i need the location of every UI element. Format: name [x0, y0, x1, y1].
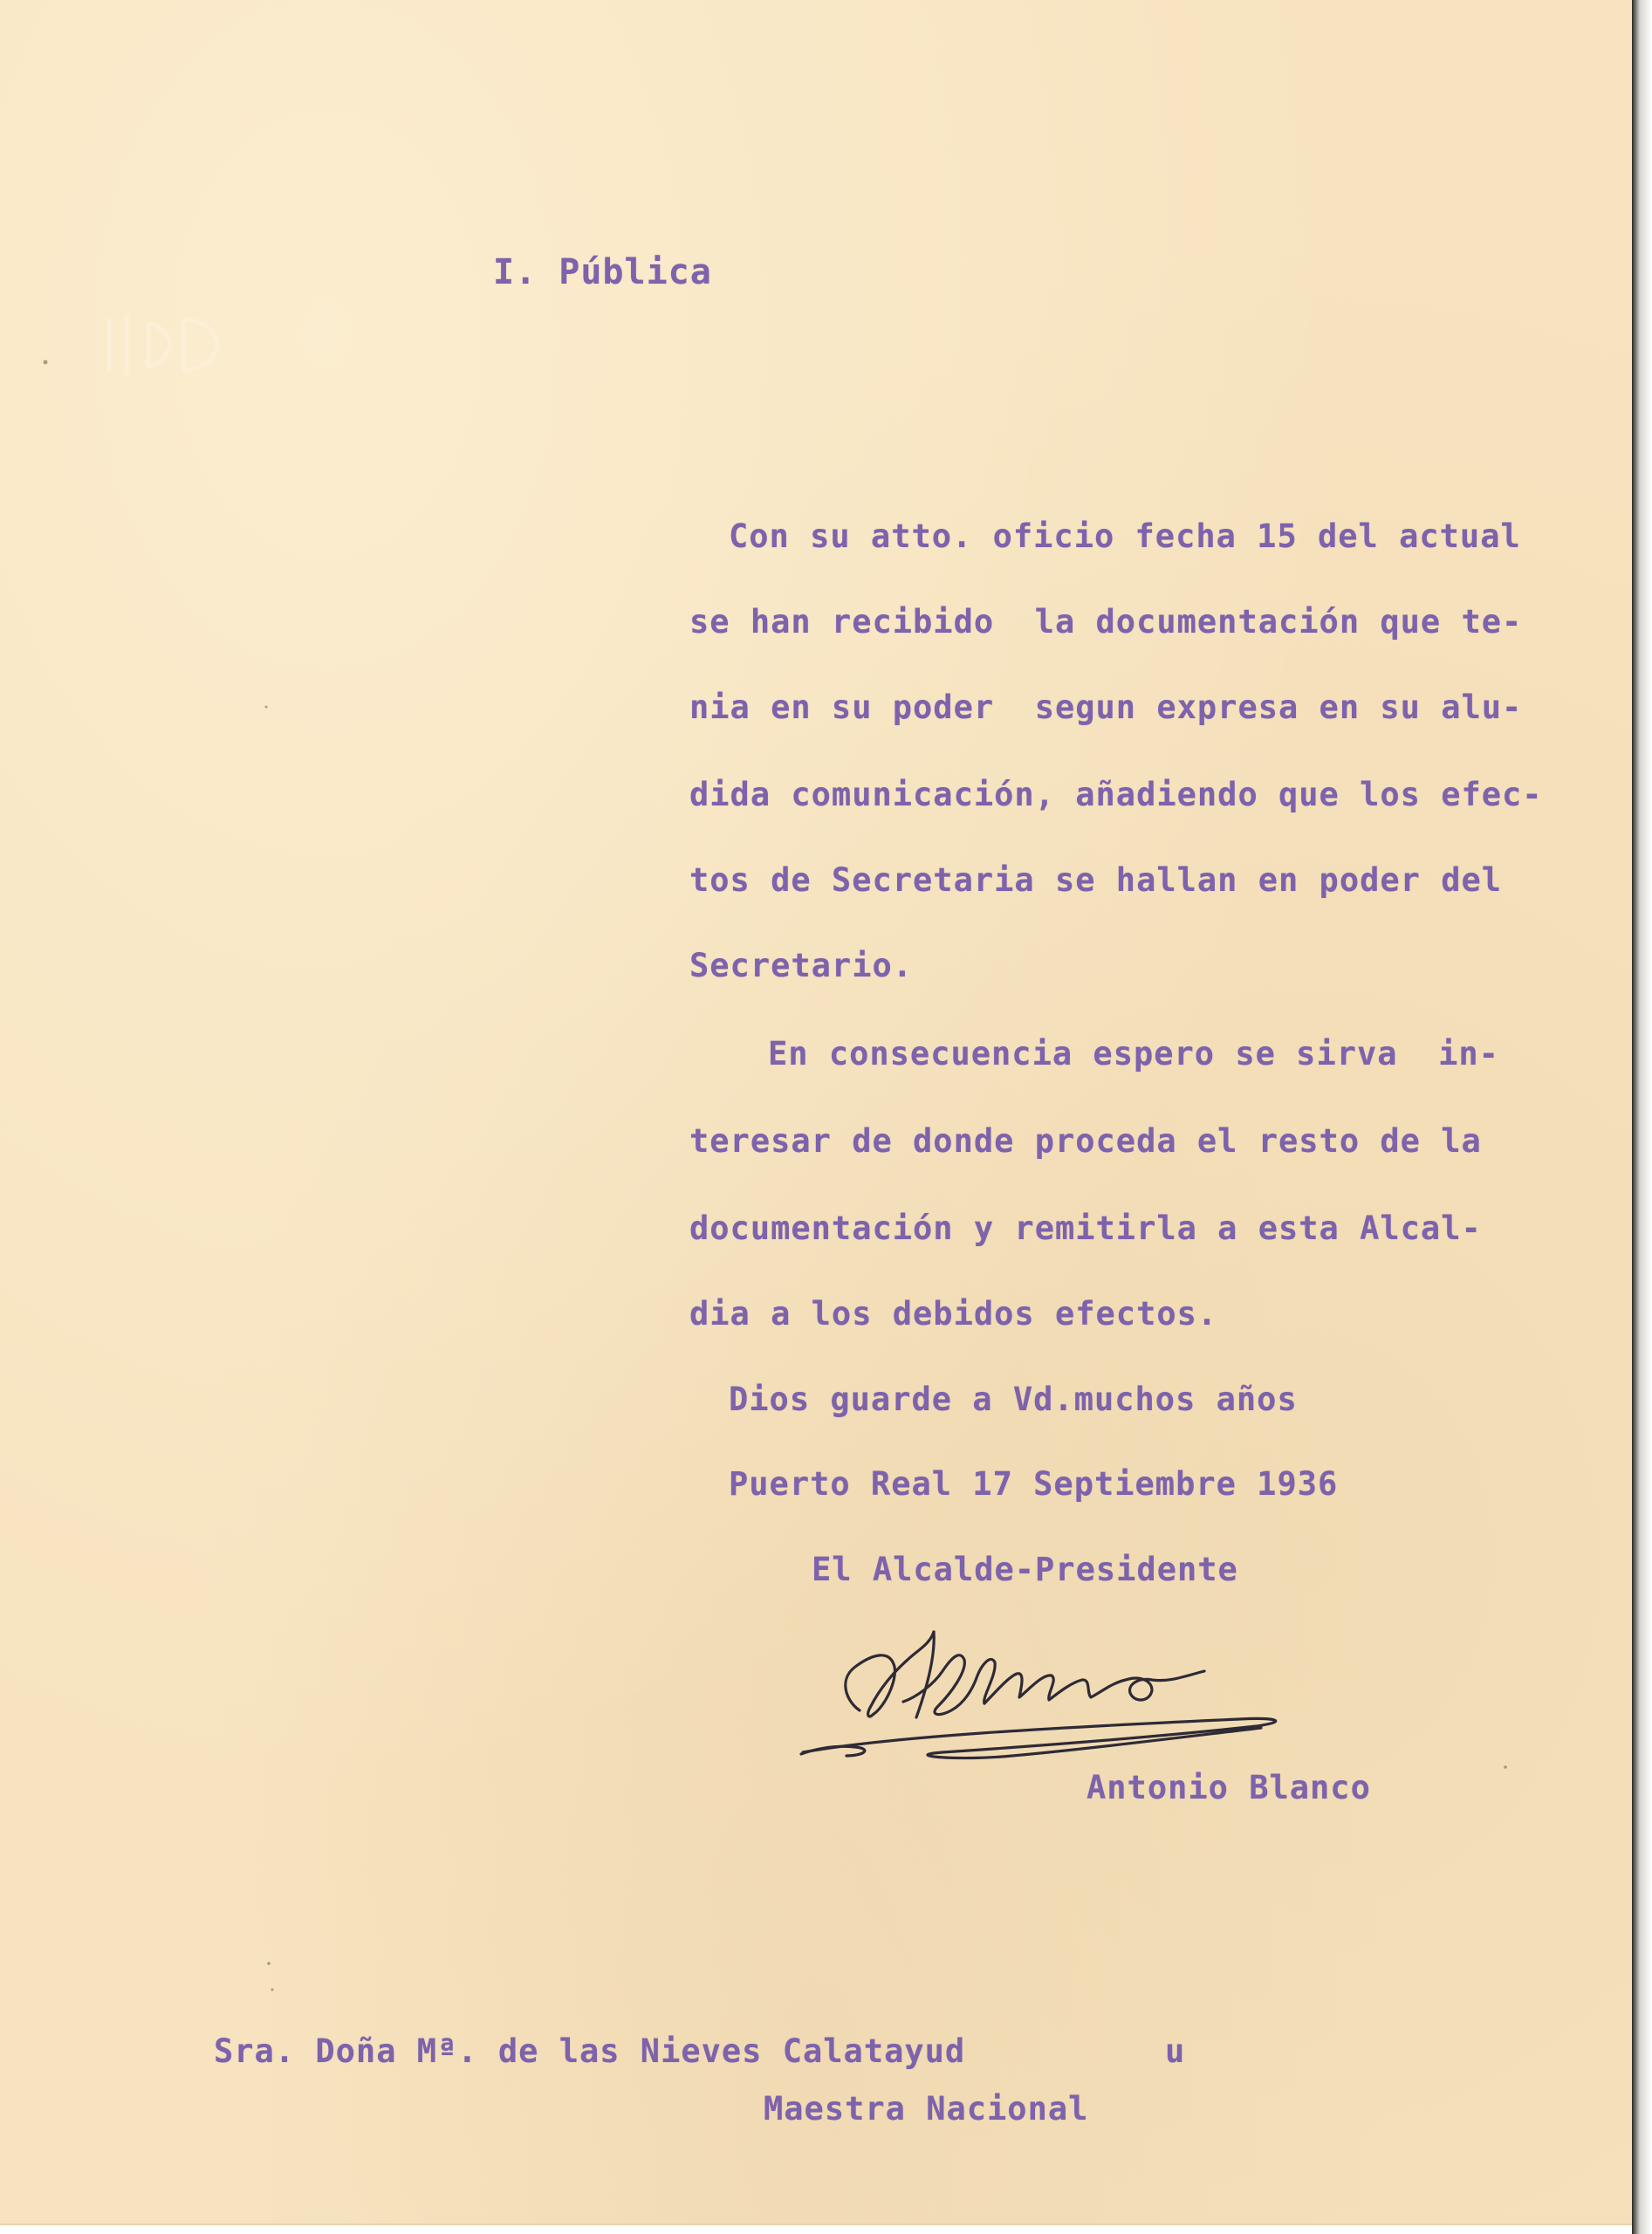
body-line: nia en su poder segun expresa en su alu- — [689, 689, 1523, 726]
body-line: dida comunicación, añadiendo que los efec- — [689, 776, 1543, 813]
scan-edge-shadow — [1632, 0, 1652, 2234]
recipient-line-2: Maestra Nacional — [764, 2090, 1089, 2128]
body-line: En consecuencia espero se sirva in- — [768, 1035, 1499, 1072]
body-line: teresar de donde proceda el resto de la — [689, 1122, 1482, 1160]
place-and-date: Puerto Real 17 Septiembre 1936 — [729, 1465, 1339, 1503]
body-line: Secretario. — [689, 947, 914, 984]
body-line: Con su atto. oficio fecha 15 del actual — [729, 517, 1521, 555]
body-line: tos de Secretaria se hallan en poder del — [689, 861, 1503, 899]
recipient-line-1-suffix: u — [1165, 2032, 1186, 2070]
body-line: se han recibido la documentación que te- — [689, 603, 1523, 641]
body-line: documentación y remitirla a esta Alcal- — [689, 1210, 1482, 1247]
body-line: dia a los debidos efectos. — [689, 1295, 1218, 1333]
signatory-name: Antonio Blanco — [1086, 1769, 1371, 1806]
department-heading: I. Pública — [493, 252, 712, 292]
signatory-title: El Alcalde-Presidente — [812, 1551, 1238, 1588]
recipient-line-1: Sra. Doña Mª. de las Nieves Calatayud — [214, 2032, 966, 2070]
margin-ink-dots — [35, 349, 1606, 2007]
closing-salutation: Dios guarde a Vd.muchos años — [729, 1381, 1298, 1418]
